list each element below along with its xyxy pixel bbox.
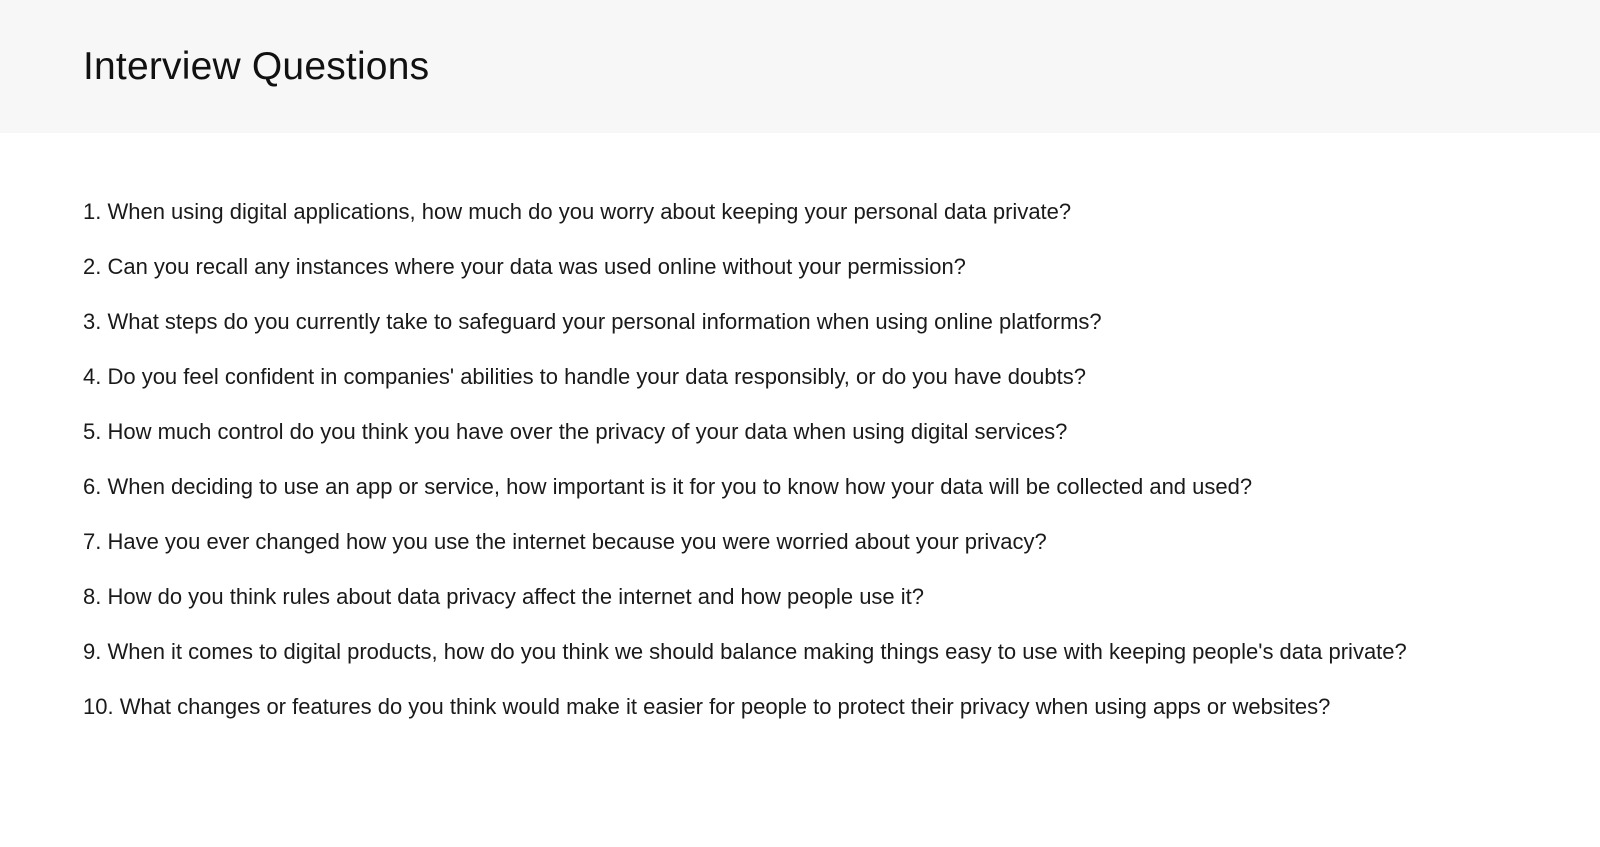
question-item-3: 3. What steps do you currently take to safeguard your personal information when using online platforms? bbox=[83, 309, 1102, 334]
question-item-2: 2. Can you recall any instances where your data was used online without your permission? bbox=[83, 254, 966, 279]
question-item-1: 1. When using digital applications, how much do you worry about keeping your personal data private? bbox=[83, 199, 1072, 224]
question-item-9: 9. When it comes to digital products, how do you think we should balance making things easy to use with keeping people's data private? bbox=[83, 639, 1407, 664]
page-title: Interview Questions bbox=[83, 45, 430, 88]
page-header bbox=[0, 0, 1600, 133]
question-item-5: 5. How much control do you think you have over the privacy of your data when using digital services? bbox=[83, 419, 1068, 444]
question-item-8: 8. How do you think rules about data privacy affect the internet and how people use it? bbox=[83, 584, 925, 609]
question-item-6: 6. When deciding to use an app or service, how important is it for you to know how your data will be collected and used? bbox=[83, 474, 1253, 499]
question-list bbox=[0, 198, 1460, 748]
question-item-10: 10. What changes or features do you think would make it easier for people to protect their privacy when using apps or websites? bbox=[83, 694, 1331, 719]
question-item-4: 4. Do you feel confident in companies' abilities to handle your data responsibly, or do you have doubts? bbox=[83, 364, 1086, 389]
question-item-7: 7. Have you ever changed how you use the internet because you were worried about your privacy? bbox=[83, 529, 1047, 554]
